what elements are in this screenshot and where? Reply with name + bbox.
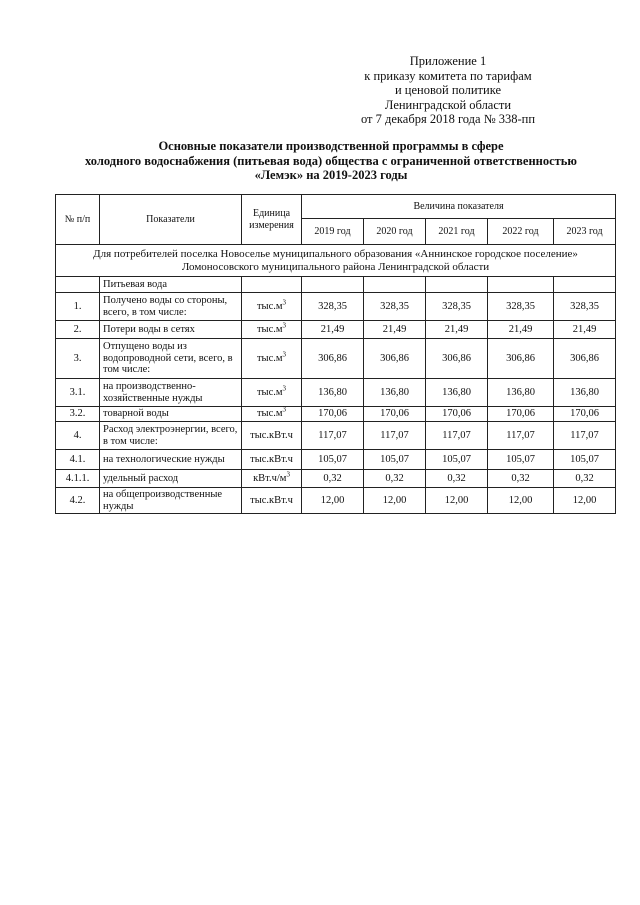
table-row <box>56 293 616 321</box>
row-value: 170,06 <box>554 407 616 422</box>
empty-cell <box>364 277 426 293</box>
row-value: 21,49 <box>302 321 364 339</box>
appendix-line: Ленинградской области <box>384 97 512 112</box>
row-value: 136,80 <box>554 379 616 407</box>
row-num: 2. <box>56 321 100 339</box>
row-num: 3.1. <box>56 379 100 407</box>
appendix-line: и ценовой политике <box>394 83 502 97</box>
row-num: 4.2. <box>56 488 100 514</box>
unit-text: тыс.кВт.ч <box>250 494 293 506</box>
unit-text: тыс.м <box>256 323 283 335</box>
row-value: 328,35 <box>426 293 488 321</box>
row-value: 105,07 <box>488 450 554 470</box>
row-value: 21,49 <box>426 321 488 339</box>
row-value: 0,32 <box>554 470 616 488</box>
table-row <box>56 450 616 470</box>
title-line: «Лемэк» на 2019-2023 годы <box>254 168 408 182</box>
row-value: 12,00 <box>302 488 364 514</box>
row-value: 117,07 <box>554 422 616 450</box>
row-value: 21,49 <box>364 321 426 339</box>
row-value: 306,86 <box>364 339 426 379</box>
table-row <box>56 422 616 450</box>
unit-text: тыс.м <box>256 352 283 364</box>
header-unit: Единица измерения <box>242 195 302 245</box>
header-year: 2020 год <box>364 219 426 245</box>
section-title: Питьевая вода <box>100 277 242 293</box>
row-value: 306,86 <box>554 339 616 379</box>
table-row <box>56 488 616 514</box>
row-value: 328,35 <box>488 293 554 321</box>
row-value: 105,07 <box>554 450 616 470</box>
row-value: 306,86 <box>488 339 554 379</box>
row-value: 0,32 <box>364 470 426 488</box>
header-year: 2019 год <box>302 219 364 245</box>
title-line: холодного водоснабжения (питьевая вода) общества с ограниченной ответственностью <box>85 153 577 168</box>
header-indicator: Показатели <box>100 195 242 245</box>
row-indicator-name: Получено воды со стороны, всего, в том числе: <box>100 293 242 321</box>
row-value: 328,35 <box>554 293 616 321</box>
unit-text: тыс.м <box>256 386 283 398</box>
row-value: 136,80 <box>488 379 554 407</box>
row-value: 306,86 <box>302 339 364 379</box>
unit-superscript: 3 <box>282 405 287 414</box>
table-row <box>56 321 616 339</box>
unit-text: тыс.кВт.ч <box>250 429 293 441</box>
header-year: 2021 год <box>426 219 488 245</box>
unit-superscript: 3 <box>286 470 290 479</box>
unit-superscript: 3 <box>282 298 287 307</box>
empty-cell <box>426 277 488 293</box>
table-row <box>56 339 616 379</box>
empty-cell <box>488 277 554 293</box>
empty-cell <box>554 277 616 293</box>
row-indicator-name: на производственно-хозяйственные нужды <box>100 379 242 407</box>
document-title <box>60 139 602 183</box>
row-indicator-name: удельный расход <box>100 470 242 488</box>
title-line: Основные показатели производственной программы в сфере <box>158 139 504 153</box>
appendix-line: Приложение 1 <box>409 54 487 68</box>
row-value: 328,35 <box>302 293 364 321</box>
row-unit <box>242 293 302 321</box>
row-value: 105,07 <box>426 450 488 470</box>
header-value-group: Величина показателя <box>302 195 616 219</box>
consumer-group-row: Для потребителей поселка Новоселье муниципального образования «Аннинское городское поселение» Ломоносовского муниципального района Ленинградской области <box>56 245 616 277</box>
row-value: 136,80 <box>426 379 488 407</box>
row-num: 4. <box>56 422 100 450</box>
row-unit <box>242 407 302 422</box>
row-num: 3.2. <box>56 407 100 422</box>
row-value: 12,00 <box>426 488 488 514</box>
row-value: 105,07 <box>302 450 364 470</box>
empty-cell <box>242 277 302 293</box>
appendix-line: от 7 декабря 2018 года № 338-пп <box>360 112 536 126</box>
unit-text: тыс.м <box>256 408 283 420</box>
row-value: 21,49 <box>554 321 616 339</box>
row-value: 136,80 <box>302 379 364 407</box>
row-num: 4.1.1. <box>56 470 100 488</box>
empty-cell <box>302 277 364 293</box>
row-value: 105,07 <box>364 450 426 470</box>
unit-text: кВт.ч/м <box>253 472 287 484</box>
table-row <box>56 407 616 422</box>
header-year: 2022 год <box>488 219 554 245</box>
table-row <box>56 379 616 407</box>
row-indicator-name: Отпущено воды из водопроводной сети, всего, в том числе: <box>100 339 242 379</box>
row-indicator-name: на общепроизводственные нужды <box>100 488 242 514</box>
row-value: 170,06 <box>488 407 554 422</box>
row-value: 306,86 <box>426 339 488 379</box>
unit-text: тыс.кВт.ч <box>250 453 293 465</box>
row-unit <box>242 339 302 379</box>
unit-superscript: 3 <box>282 350 287 359</box>
row-value: 328,35 <box>364 293 426 321</box>
row-num: 4.1. <box>56 450 100 470</box>
row-unit <box>242 488 302 514</box>
appendix-block <box>318 54 578 127</box>
row-unit <box>242 470 302 488</box>
row-indicator-name: товарной воды <box>100 407 242 422</box>
row-value: 12,00 <box>364 488 426 514</box>
header-num: № п/п <box>56 195 100 245</box>
row-value: 170,06 <box>364 407 426 422</box>
row-value: 136,80 <box>364 379 426 407</box>
row-value: 117,07 <box>302 422 364 450</box>
row-num: 3. <box>56 339 100 379</box>
appendix-line: к приказу комитета по тарифам <box>364 68 532 83</box>
section-num-cell <box>56 277 100 293</box>
row-indicator-name: на технологические нужды <box>100 450 242 470</box>
row-value: 117,07 <box>426 422 488 450</box>
row-value: 170,06 <box>302 407 364 422</box>
row-value: 12,00 <box>554 488 616 514</box>
header-year: 2023 год <box>554 219 616 245</box>
row-value: 12,00 <box>488 488 554 514</box>
row-value: 170,06 <box>426 407 488 422</box>
row-value: 117,07 <box>364 422 426 450</box>
row-unit <box>242 379 302 407</box>
indicators-table <box>55 194 616 514</box>
row-indicator-name: Расход электроэнергии, всего, в том числе: <box>100 422 242 450</box>
row-unit <box>242 422 302 450</box>
unit-superscript: 3 <box>282 321 287 330</box>
row-unit <box>242 321 302 339</box>
row-value: 0,32 <box>302 470 364 488</box>
row-value: 0,32 <box>488 470 554 488</box>
row-unit <box>242 450 302 470</box>
row-indicator-name: Потери воды в сетях <box>100 321 242 339</box>
row-value: 117,07 <box>488 422 554 450</box>
row-value: 21,49 <box>488 321 554 339</box>
unit-superscript: 3 <box>282 384 287 393</box>
row-value: 0,32 <box>426 470 488 488</box>
row-num: 1. <box>56 293 100 321</box>
unit-text: тыс.м <box>256 300 283 312</box>
table-row <box>56 470 616 488</box>
